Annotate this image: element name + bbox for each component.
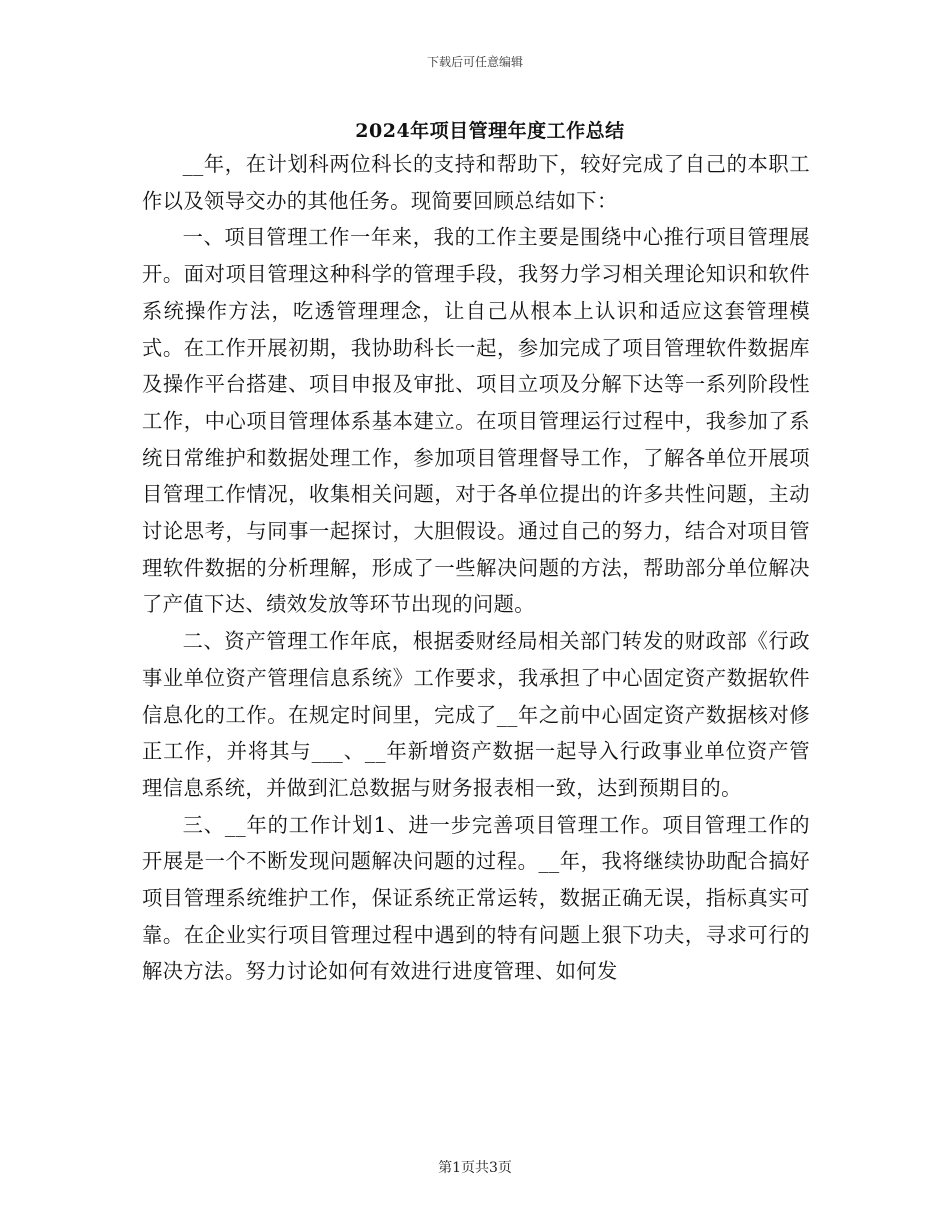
document-body bbox=[142, 146, 810, 990]
document-title: 2024年项目管理年度工作总结 bbox=[355, 120, 625, 142]
paragraph-project-management: 一、项目管理工作一年来，我的工作主要是围绕中心推行项目管理展开。面对项目管理这种科学的管理手段，我努力学习相关理论知识和软件系统操作方法，吃透管理理念，让自己从根本上认识和适应这套管理模式。在工作开展初期，我协助科长一起，参加完成了项目管理软件数据库及操作平台搭建、项目申报及审批、项目立项及分解下达等一系列阶段性工作，中心项目管理体系基本建立。在项目管理运行过程中，我参加了系统日常维护和数据处理工作，参加项目管理督导工作，了解各单位开展项目管理工作情况，收集相关问题，对于各单位提出的许多共性问题，主动讨论思考，与同事一起探讨，大胆假设。通过自己的努力，结合对项目管理软件数据的分析理解，形成了一些解决问题的方法，帮助部分单位解决了产值下达、绩效发放等环节出现的问题。 bbox=[142, 225, 810, 617]
paragraph-asset-management: 二、资产管理工作年底，根据委财经局相关部门转发的财政部《行政事业单位资产管理信息系统》工作要求，我承担了中心固定资产数据软件信息化的工作。在规定时间里，完成了__年之前中心固定资产数据核对修正工作，并将其与___、__年新增资产数据一起导入行政事业单位资产管理信息系统，并做到汇总数据与财务报表相一致，达到预期目的。 bbox=[142, 629, 810, 800]
paragraph-work-plan: 三、__年的工作计划1、进一步完善项目管理工作。项目管理工作的开展是一个不断发现问题解决问题的过程。__年，我将继续协助配合搞好项目管理系统维护工作，保证系统正常运转，数据正确无误，指标真实可靠。在企业实行项目管理过程中遇到的特有问题上狠下功夫，寻求可行的解决方法。努力讨论如何有效进行进度管理、如何发 bbox=[142, 812, 810, 984]
page-header-note: 下载后可任意编辑 bbox=[426, 55, 523, 69]
paragraph-intro: __年，在计划科两位科长的支持和帮助下，较好完成了自己的本职工作以及领导交办的其他任务。现简要回顾总结如下： bbox=[142, 152, 810, 213]
page-number-footer: 第1页共3页 bbox=[438, 1160, 512, 1176]
